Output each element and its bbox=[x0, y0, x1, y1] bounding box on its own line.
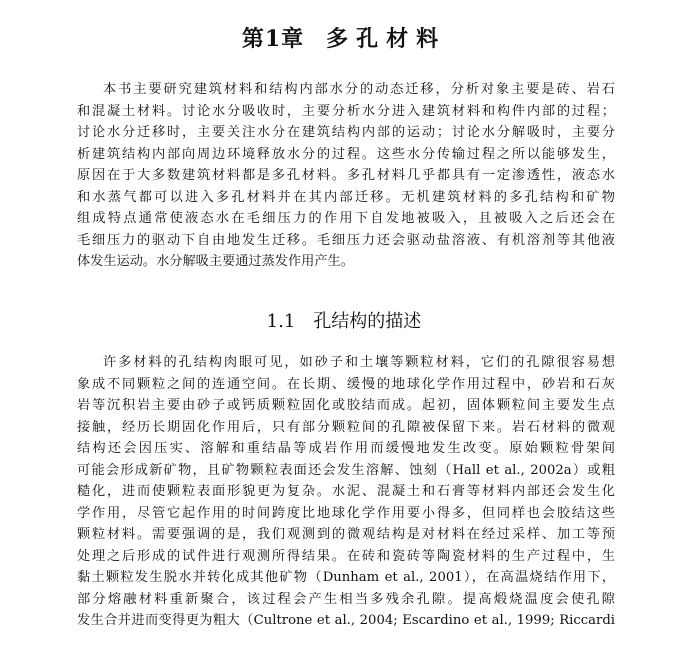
paragraph-line: 接触，经历长期固化作用后，只有部分颗粒间的孔隙被保留下来。岩石材料的微观 bbox=[77, 419, 615, 435]
paragraph-line: 处理之后形成的试件进行观测所得结果。在砖和瓷砖等陶瓷材料的生产过程中，生 bbox=[77, 548, 615, 564]
section-number: 1.1 bbox=[266, 311, 296, 332]
chapter-number: 第1章 bbox=[241, 26, 305, 52]
paragraph-line: 颗粒材料。需要强调的是，我们观测到的微观结构是对材料在经过采样、加工等预 bbox=[77, 527, 615, 542]
chapter-title: 多孔材料 bbox=[326, 26, 447, 52]
paragraph-line: 学作用，尽管它起作用的时间跨度比地球化学作用要小得多，但同样也会胶结这些 bbox=[77, 505, 615, 521]
paragraph-line: 可能会形成新矿物，且矿物颗粒表面还会发生溶解、蚀刻（Hall et al., 2002a）或粗 bbox=[77, 462, 615, 478]
section-heading bbox=[0, 308, 688, 336]
paragraph-line: 许多材料的孔结构肉眼可见，如砂子和土壤等颗粒材料，它们的孔隙很容易想 bbox=[103, 355, 615, 370]
intro-paragraph bbox=[77, 79, 615, 273]
paragraph-line: 岩等沉积岩主要由砂子或钙质颗粒固化或胶结而成。起初，固体颗粒间主要发生点 bbox=[77, 398, 615, 413]
paragraph-line: 黏土颗粒发生脱水并转化成其他矿物（Dunham et al., 2001），在高温烧结作用下， bbox=[77, 570, 615, 585]
paragraph-line: 体发生运动。水分解吸主要通过蒸发作用产生。 bbox=[77, 254, 354, 269]
paragraph-line: 本书主要研究建筑材料和结构内部水分的动态迁移，分析对象主要是砖、岩石 bbox=[103, 82, 615, 97]
body-paragraph bbox=[77, 352, 615, 632]
paragraph-line: 和水蒸气都可以进入多孔材料并在其内部迁移。无机建筑材料的多孔结构和矿物 bbox=[77, 189, 615, 205]
paragraph-line: 糙化，进而使颗粒表面形貌更为复杂。水泥、混凝土和石膏等材料内部还会发生化 bbox=[77, 484, 615, 499]
paragraph-line: 部分熔融材料重新聚合，该过程会产生相当多残余孔隙。提高煅烧温度会使孔隙 bbox=[77, 591, 615, 607]
chapter-heading bbox=[0, 22, 688, 56]
paragraph-line: 毛细压力的驱动下自由地发生迁移。毛细压力还会驱动盐溶液、有机溶剂等其他液 bbox=[77, 232, 615, 248]
paragraph-line: 发生合并进而变得更为粗大（Cultrone et al., 2004; Escardino et al., 1999; Riccardi bbox=[77, 613, 615, 628]
section-title: 孔结构的描述 bbox=[313, 311, 422, 332]
paragraph-line: 结构还会因压实、溶解和重结晶等成岩作用而缓慢地发生改变。原始颗粒骨架间 bbox=[77, 441, 615, 456]
paragraph-line: 组成特点通常使液态水在毛细压力的作用下自发地被吸入，且被吸入之后还会在 bbox=[77, 211, 615, 226]
paragraph-line: 析建筑结构内部向周边环境释放水分的过程。这些水分传输过程之所以能够发生， bbox=[77, 146, 615, 162]
paragraph-line: 原因在于大多数建筑材料都是多孔材料。多孔材料几乎都具有一定渗透性，液态水 bbox=[77, 168, 615, 183]
paragraph-line: 和混凝土材料。讨论水分吸收时，主要分析水分进入建筑材料和构件内部的过程； bbox=[77, 103, 615, 119]
paragraph-line: 讨论水分迁移时，主要关注水分在建筑结构内部的运动；讨论水分解吸时，主要分 bbox=[77, 125, 615, 140]
paragraph-line: 象成不同颗粒之间的连通空间。在长期、缓慢的地球化学作用过程中，砂岩和石灰 bbox=[77, 376, 615, 392]
